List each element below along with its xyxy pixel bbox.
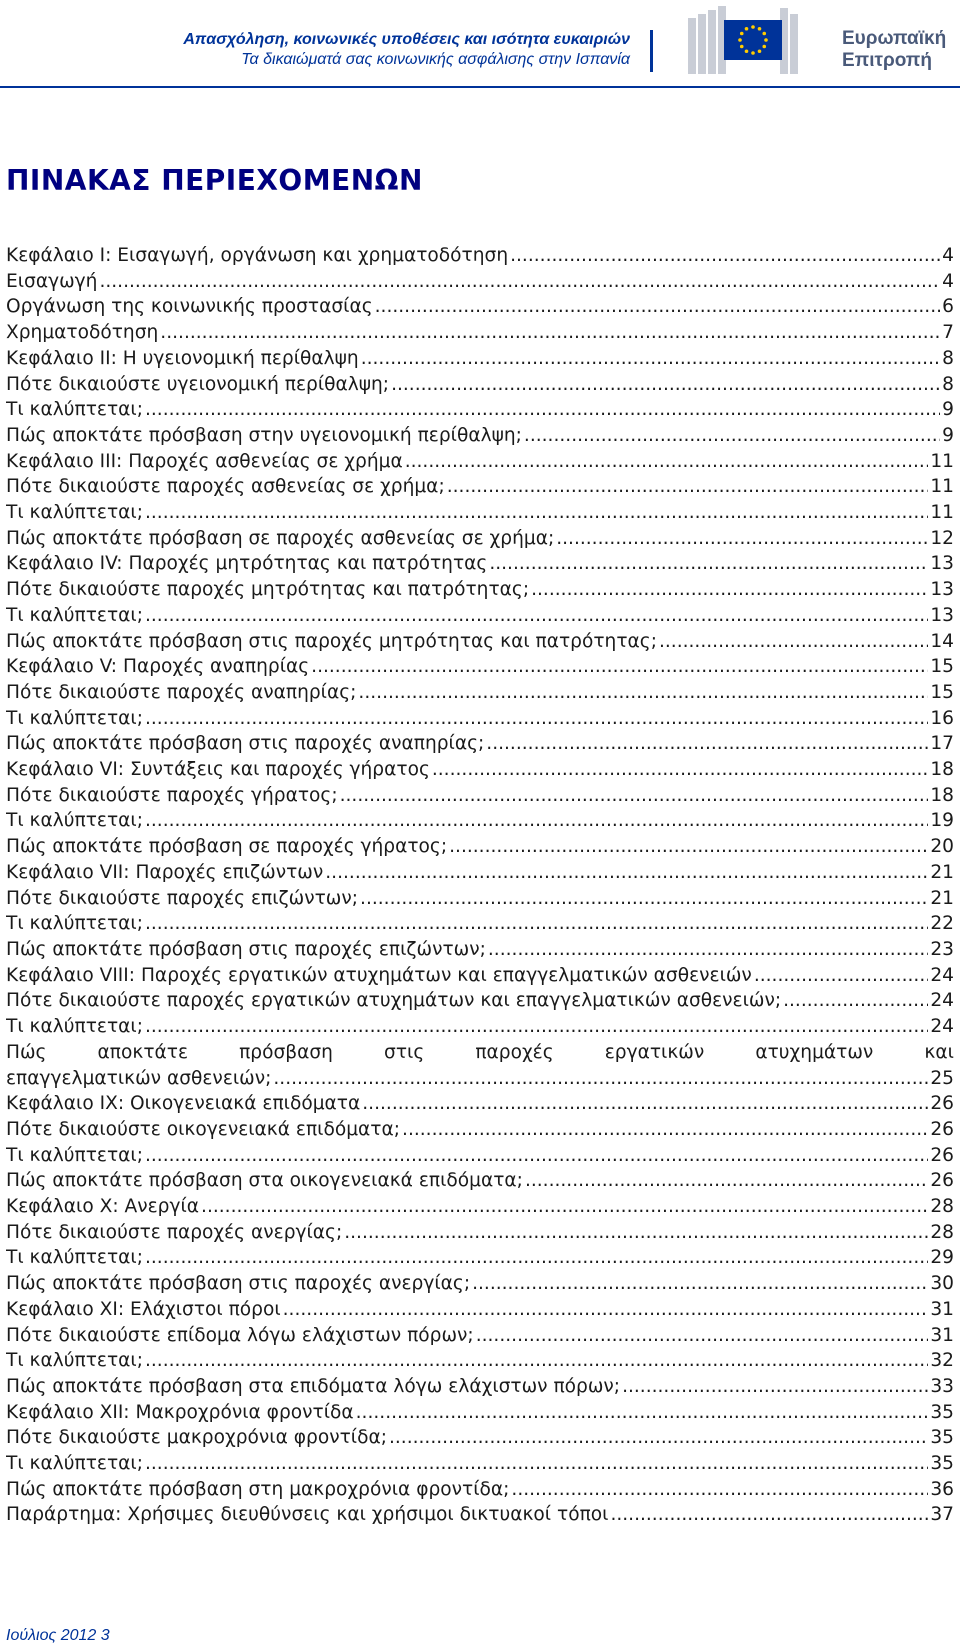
flag-star [762,45,766,49]
toc-leader-dots [356,1400,929,1426]
toc-entry-text: Κεφάλαιο ΙΙΙ: Παροχές ασθενείας σε χρήμα [6,450,403,472]
toc-entry-text: Πότε δικαιούστε παροχές επιζώντων; [6,887,359,909]
toc-entry-text: Τι καλύπτεται; [6,810,143,832]
toc-leader-dots [145,1348,928,1374]
toc-leader-dots [531,577,928,603]
toc-leader-dots [447,474,929,500]
toc-entry-page: 14 [930,630,954,652]
toc-entry-text: Κεφάλαιο XII: Μακροχρόνια φροντίδα [6,1401,354,1423]
toc-entry-text: Τι καλύπτεται; [6,399,143,421]
organisation-name-line-2: Επιτροπή [842,50,932,71]
header-separator [650,30,653,72]
toc-entry-page: 9 [942,399,954,421]
toc-entry[interactable] [6,860,954,886]
toc-leader-dots [472,1271,928,1297]
toc-entry-word: αποκτάτε [97,1041,189,1063]
toc-leader-dots [325,860,928,886]
toc-entry-text: Πότε δικαιούστε οικογενειακά επιδόματα; [6,1118,401,1140]
toc-entry-page: 16 [930,707,954,729]
toc-entry[interactable] [6,372,954,398]
toc-leader-dots [145,1014,928,1040]
toc-entry-page: 26 [930,1170,954,1192]
toc-entry-text: Κεφάλαιο XI: Ελάχιστοι πόροι [6,1298,281,1320]
toc-leader-dots [402,1117,928,1143]
toc-entry[interactable] [6,1323,954,1349]
toc-entry[interactable] [6,1168,954,1194]
toc-entry-word: ατυχημάτων [755,1041,874,1063]
toc-entry-page: 24 [930,1016,954,1038]
toc-leader-dots [344,1220,928,1246]
toc-entry-text: Πότε δικαιούστε μακροχρόνια φροντίδα; [6,1427,387,1449]
toc-entry-text: Κεφάλαιο IX: Οικογενειακά επιδόματα [6,1093,361,1115]
toc-entry-text: Πότε δικαιούστε παροχές μητρότητας και πατρότητας; [6,579,530,601]
toc-entry-page: 26 [930,1144,954,1166]
toc-leader-dots [99,269,940,295]
toc-entry-word: παροχές [475,1041,554,1063]
toc-entry[interactable] [6,911,954,937]
toc-entry[interactable] [6,1374,954,1400]
toc-leader-dots [511,1477,928,1503]
toc-entry-page: 15 [930,681,954,703]
toc-leader-dots [358,680,928,706]
toc-entry[interactable] [6,706,954,732]
toc-entry-text: Πώς αποκτάτε πρόσβαση σε παροχές γήρατος; [6,836,448,858]
toc-entry-word: στις [384,1041,425,1063]
toc-entry-text: Τι καλύπτεται; [6,1453,143,1475]
toc-entry[interactable] [6,577,954,603]
toc-leader-dots [201,1194,928,1220]
toc-entry-text: Οργάνωση της κοινωνικής προστασίας [6,296,373,318]
toc-entry-page: 35 [930,1453,954,1475]
toc-entry-text: Κεφάλαιο VII: Παροχές επιζώντων [6,861,324,883]
toc-entry-page: 26 [930,1093,954,1115]
toc-entry-text: Κεφάλαιο IV: Παροχές μητρότητας και πατρότητας [6,553,488,575]
toc-entry-page: 35 [930,1401,954,1423]
toc-leader-dots [659,629,928,655]
toc-entry[interactable] [6,320,954,346]
toc-leader-dots [145,1245,928,1271]
toc-entry-page: 30 [930,1273,954,1295]
toc-leader-dots [361,346,940,372]
toc-entry[interactable] [6,654,954,680]
toc-leader-dots [145,603,928,629]
toc-title: ΠΙΝΑΚΑΣ ΠΕΡΙΕΧΟΜΕΝΩΝ [6,164,423,197]
toc-entry-page: 28 [930,1221,954,1243]
page-footer [6,1627,110,1645]
toc-entry-text: Πότε δικαιούστε παροχές αναπηρίας; [6,681,357,703]
toc-entry-text: Τι καλύπτεται; [6,502,143,524]
toc-entry-page: 17 [930,733,954,755]
toc-entry-page: 13 [930,604,954,626]
toc-entry-page: 26 [930,1118,954,1140]
toc-entry-page: 24 [930,990,954,1012]
toc-leader-dots [622,1374,928,1400]
toc-entry[interactable] [6,1425,954,1451]
toc-entry[interactable] [6,1297,954,1323]
toc-entry-text: Πώς αποκτάτε πρόσβαση στις παροχές ανεργίας; [6,1273,471,1295]
toc-entry-page: 32 [930,1350,954,1372]
toc-entry-page: 6 [942,296,954,318]
toc-entry-text: Πώς αποκτάτε πρόσβαση στην υγειονομική περίθαλψη; [6,424,522,446]
toc-leader-dots [145,1143,928,1169]
toc-entry[interactable] [6,474,954,500]
toc-leader-dots [145,911,928,937]
toc-entry-text: Κεφάλαιο VIII: Παροχές εργατικών ατυχημάτων και επαγγελματικών ασθενειών [6,964,752,986]
toc-entry[interactable] [6,1194,954,1220]
toc-entry-page: 29 [930,1247,954,1269]
toc-entry[interactable] [6,680,954,706]
toc-entry-text: Τι καλύπτεται; [6,1247,143,1269]
flag-star [740,45,744,49]
flag-star [738,38,742,42]
toc-entry-page: 19 [930,810,954,832]
toc-entry-page: 25 [930,1067,954,1089]
toc-entry-page: 15 [930,656,954,678]
toc-entry[interactable] [6,1040,954,1066]
toc-entry-page: 24 [930,964,954,986]
toc-entry[interactable] [6,500,954,526]
toc-entry-text: Πώς αποκτάτε πρόσβαση στις παροχές αναπηρίας; [6,733,485,755]
toc-leader-dots [476,1323,929,1349]
toc-entry-text: Τι καλύπτεται; [6,1016,143,1038]
toc-entry-page: 9 [942,424,954,446]
toc-entry-page: 21 [930,887,954,909]
flag-star [751,51,755,55]
toc-leader-dots [283,1297,929,1323]
toc-leader-dots [145,397,940,423]
toc-entry-text: Πώς αποκτάτε πρόσβαση στη μακροχρόνια φροντίδα; [6,1478,510,1500]
toc-leader-dots [525,1168,928,1194]
header-line-1: Απασχόληση, κοινωνικές υποθέσεις και ισότητα ευκαιριών [183,31,630,48]
toc-entry-page: 13 [930,579,954,601]
toc-leader-dots [375,294,941,320]
organisation-name [842,28,946,72]
flag-star [758,49,762,53]
toc-entry-text: Κεφάλαιο Ι: Εισαγωγή, οργάνωση και χρηματοδότηση [6,245,509,266]
toc-entry[interactable] [6,988,954,1014]
toc-entry-page: 13 [930,553,954,575]
toc-leader-dots [340,783,929,809]
toc-entry[interactable] [6,783,954,809]
toc-leader-dots [610,1502,928,1528]
header-rule [0,86,960,88]
flag-star [745,27,749,31]
footer-date: Ιούλιος 2012 [6,1627,97,1644]
toc-entry-text: Πότε δικαιούστε υγειονομική περίθαλψη; [6,373,390,395]
toc-entry-word: εργατικών [604,1041,705,1063]
toc-entry-text: Πότε δικαιούστε επίδομα λόγω ελάχιστων πόρων; [6,1324,474,1346]
toc-leader-dots [391,372,940,398]
flag-star [762,32,766,36]
toc-entry-page: 11 [930,502,954,524]
toc-leader-dots [389,1425,928,1451]
toc-entry-word: πρόσβαση [239,1041,333,1063]
toc-entry-page: 33 [930,1375,954,1397]
toc-entry-page: 20 [930,836,954,858]
toc-entry-text: Κεφάλαιο V: Παροχές αναπηρίας [6,656,310,678]
toc-entry[interactable] [6,449,954,475]
toc-entry-text: επαγγελματικών ασθενειών; [6,1067,272,1089]
toc-entry-page: 12 [930,527,954,549]
toc-entry-page: 35 [930,1427,954,1449]
toc-leader-dots [489,551,928,577]
toc-leader-dots [405,449,929,475]
toc-entry-page: 8 [942,373,954,395]
toc-entry-page: 4 [942,270,954,292]
toc-entry[interactable] [6,1091,954,1117]
toc-entry-text: Πώς αποκτάτε πρόσβαση στα οικογενειακά επιδόματα; [6,1170,523,1192]
toc-leader-dots [510,243,940,269]
toc-entry-text: Πώς αποκτάτε πρόσβαση σε παροχές ασθενείας σε χρήμα; [6,527,555,549]
page-header [0,0,960,88]
toc-entry-continuation[interactable] [6,1066,954,1092]
toc-entry-word: και [924,1041,954,1063]
header-line-2: Τα δικαιώματά σας κοινωνικής ασφάλισης στην Ισπανία [241,51,630,68]
header-titles [183,30,630,70]
toc-leader-dots [362,1091,928,1117]
toc-entry-text: Πώς αποκτάτε πρόσβαση στις παροχές επιζώντων; [6,938,486,960]
table-of-contents [6,243,954,1528]
flag-star [758,27,762,31]
toc-leader-dots [273,1066,928,1092]
toc-entry[interactable] [6,1348,954,1374]
toc-entry-text: Πώς αποκτάτε πρόσβαση στα επιδόματα λόγω ελάχιστων πόρων; [6,1375,621,1397]
toc-entry-text: Κεφάλαιο ΙΙ: Η υγειονομική περίθαλψη [6,347,359,369]
toc-entry-text: Παράρτημα: Χρήσιμες διευθύνσεις και χρήσιμοι δικτυακοί τόποι [6,1504,609,1526]
toc-leader-dots [754,963,929,989]
toc-entry-page: 31 [930,1298,954,1320]
toc-entry-text: Κεφάλαιο Χ: Ανεργία [6,1196,200,1218]
toc-entry-text: Πότε δικαιούστε παροχές ασθενείας σε χρήμα; [6,476,445,498]
toc-entry[interactable] [6,757,954,783]
toc-entry-text: Χρηματοδότηση [6,322,159,344]
toc-entry-page: 21 [930,861,954,883]
toc-entry[interactable] [6,629,954,655]
toc-entry-page: 8 [942,347,954,369]
toc-entry-page: 36 [930,1478,954,1500]
toc-entry-page: 7 [942,322,954,344]
toc-leader-dots [449,834,928,860]
footer-page-number: 3 [100,1627,110,1644]
toc-leader-dots [524,423,940,449]
toc-leader-dots [783,988,928,1014]
toc-entry[interactable] [6,963,954,989]
toc-entry[interactable] [6,346,954,372]
toc-entry-page: 11 [930,476,954,498]
toc-leader-dots [145,1451,928,1477]
toc-entry[interactable] [6,526,954,552]
toc-leader-dots [311,654,928,680]
toc-entry-page: 18 [930,784,954,806]
toc-leader-dots [145,500,928,526]
toc-entry[interactable] [6,731,954,757]
toc-entry[interactable] [6,243,954,269]
flag-star [751,25,755,29]
flag-star [764,38,768,42]
flag-star [745,49,749,53]
toc-entry[interactable] [6,808,954,834]
toc-entry-page: 23 [930,938,954,960]
toc-entry[interactable] [6,294,954,320]
toc-entry[interactable] [6,1245,954,1271]
toc-entry[interactable] [6,1271,954,1297]
toc-entry[interactable] [6,1143,954,1169]
toc-leader-dots [145,706,928,732]
toc-entry-text: Τι καλύπτεται; [6,707,143,729]
toc-leader-dots [432,757,928,783]
toc-entry[interactable] [6,1502,954,1528]
toc-entry[interactable] [6,269,954,295]
toc-entry[interactable] [6,1400,954,1426]
toc-entry[interactable] [6,937,954,963]
toc-entry-text: Πότε δικαιούστε παροχές εργατικών ατυχημάτων και επαγγελματικών ασθενειών; [6,990,782,1012]
toc-leader-dots [556,526,928,552]
toc-entry-page: 31 [930,1324,954,1346]
toc-entry[interactable] [6,1117,954,1143]
toc-leader-dots [145,808,928,834]
eu-flag-icon [688,6,798,76]
toc-entry-text: Τι καλύπτεται; [6,1144,143,1166]
toc-entry[interactable] [6,886,954,912]
toc-entry-page: 37 [930,1504,954,1526]
toc-leader-dots [360,886,928,912]
toc-entry[interactable] [6,1477,954,1503]
toc-entry-page: 11 [930,450,954,472]
toc-entry-text: Πότε δικαιούστε παροχές γήρατος; [6,784,338,806]
flag-star [740,32,744,36]
toc-entry-page: 18 [930,759,954,781]
toc-entry[interactable] [6,423,954,449]
toc-entry-text: Πότε δικαιούστε παροχές ανεργίας; [6,1221,343,1243]
toc-entry-text: Κεφάλαιο VI: Συντάξεις και παροχές γήρατος [6,759,430,781]
toc-entry[interactable] [6,1014,954,1040]
toc-entry-page: 28 [930,1196,954,1218]
toc-entry[interactable] [6,1220,954,1246]
organisation-name-line-1: Ευρωπαϊκή [842,28,947,49]
toc-leader-dots [486,731,928,757]
toc-leader-dots [488,937,928,963]
toc-entry-text: Τι καλύπτεται; [6,604,143,626]
toc-entry-text: Εισαγωγή [6,270,98,292]
toc-entry-page: 22 [930,913,954,935]
toc-entry-word: Πώς [6,1041,47,1063]
toc-entry[interactable] [6,397,954,423]
toc-entry[interactable] [6,834,954,860]
toc-entry-text: Τι καλύπτεται; [6,1350,143,1372]
toc-entry-text: Τι καλύπτεται; [6,913,143,935]
toc-entry[interactable] [6,603,954,629]
toc-leader-dots [160,320,940,346]
toc-entry-page: 4 [942,245,954,266]
toc-entry[interactable] [6,1451,954,1477]
toc-entry-text: Πώς αποκτάτε πρόσβαση στις παροχές μητρότητας και πατρότητας; [6,630,657,652]
toc-entry[interactable] [6,551,954,577]
